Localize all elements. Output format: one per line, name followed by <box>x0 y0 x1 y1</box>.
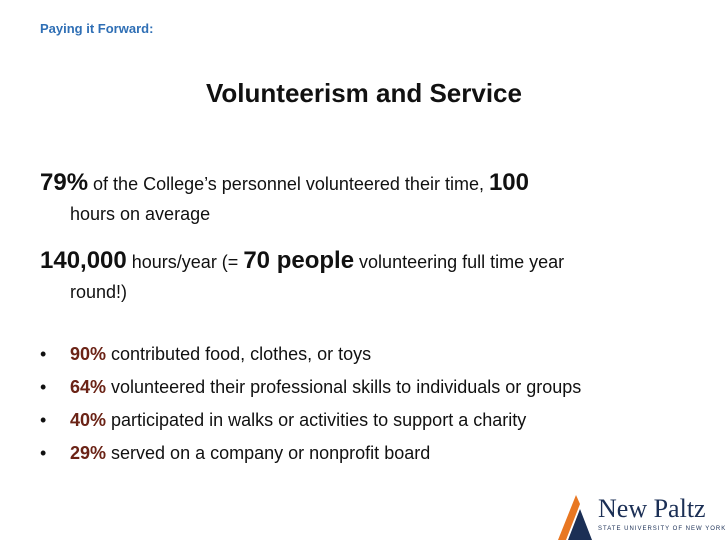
stat-percent-personnel: 79% <box>40 169 89 196</box>
logo-subtitle: STATE UNIVERSITY OF NEW YORK <box>598 526 727 532</box>
bullet-text: participated in walks or activities to support a charity <box>106 410 527 430</box>
bullet-icon: • <box>40 443 47 463</box>
stat-text-continued: round!) <box>70 282 128 302</box>
stat-hours-average: 100 <box>488 169 529 196</box>
bullet-list <box>40 338 728 470</box>
bullet-text: volunteered their professional skills to individuals or groups <box>106 377 582 397</box>
list-item <box>40 437 728 470</box>
stat-hours-per-year: 140,000 <box>40 247 127 274</box>
bullet-percent: 90% <box>70 344 107 364</box>
header-label: Paying it Forward: <box>40 21 154 36</box>
stat-text: volunteering full time year <box>354 252 565 272</box>
stat-text-continued: hours on average <box>70 204 211 224</box>
new-paltz-mark-icon <box>556 492 596 542</box>
bullet-icon: • <box>40 410 47 430</box>
bullet-percent: 29% <box>70 443 107 463</box>
stat-paragraph-hours <box>40 246 710 307</box>
stat-text: hours/year (= <box>126 252 244 272</box>
bullet-icon: • <box>40 377 47 397</box>
list-item <box>40 404 728 437</box>
stat-people-equivalent: 70 people <box>243 247 355 274</box>
bullet-percent: 40% <box>70 410 107 430</box>
bullet-text: contributed food, clothes, or toys <box>106 344 372 364</box>
logo-wordmark: New Paltz <box>598 494 706 523</box>
bullet-text: served on a company or nonprofit board <box>106 443 431 463</box>
list-item <box>40 371 728 404</box>
bullet-icon: • <box>40 344 47 364</box>
stat-paragraph-personnel <box>40 168 710 229</box>
bullet-percent: 64% <box>70 377 107 397</box>
new-paltz-logo <box>556 492 728 542</box>
slide-title: Volunteerism and Service <box>206 78 522 108</box>
list-item <box>40 338 728 371</box>
stat-text: of the College’s personnel volunteered their time, <box>88 174 489 194</box>
